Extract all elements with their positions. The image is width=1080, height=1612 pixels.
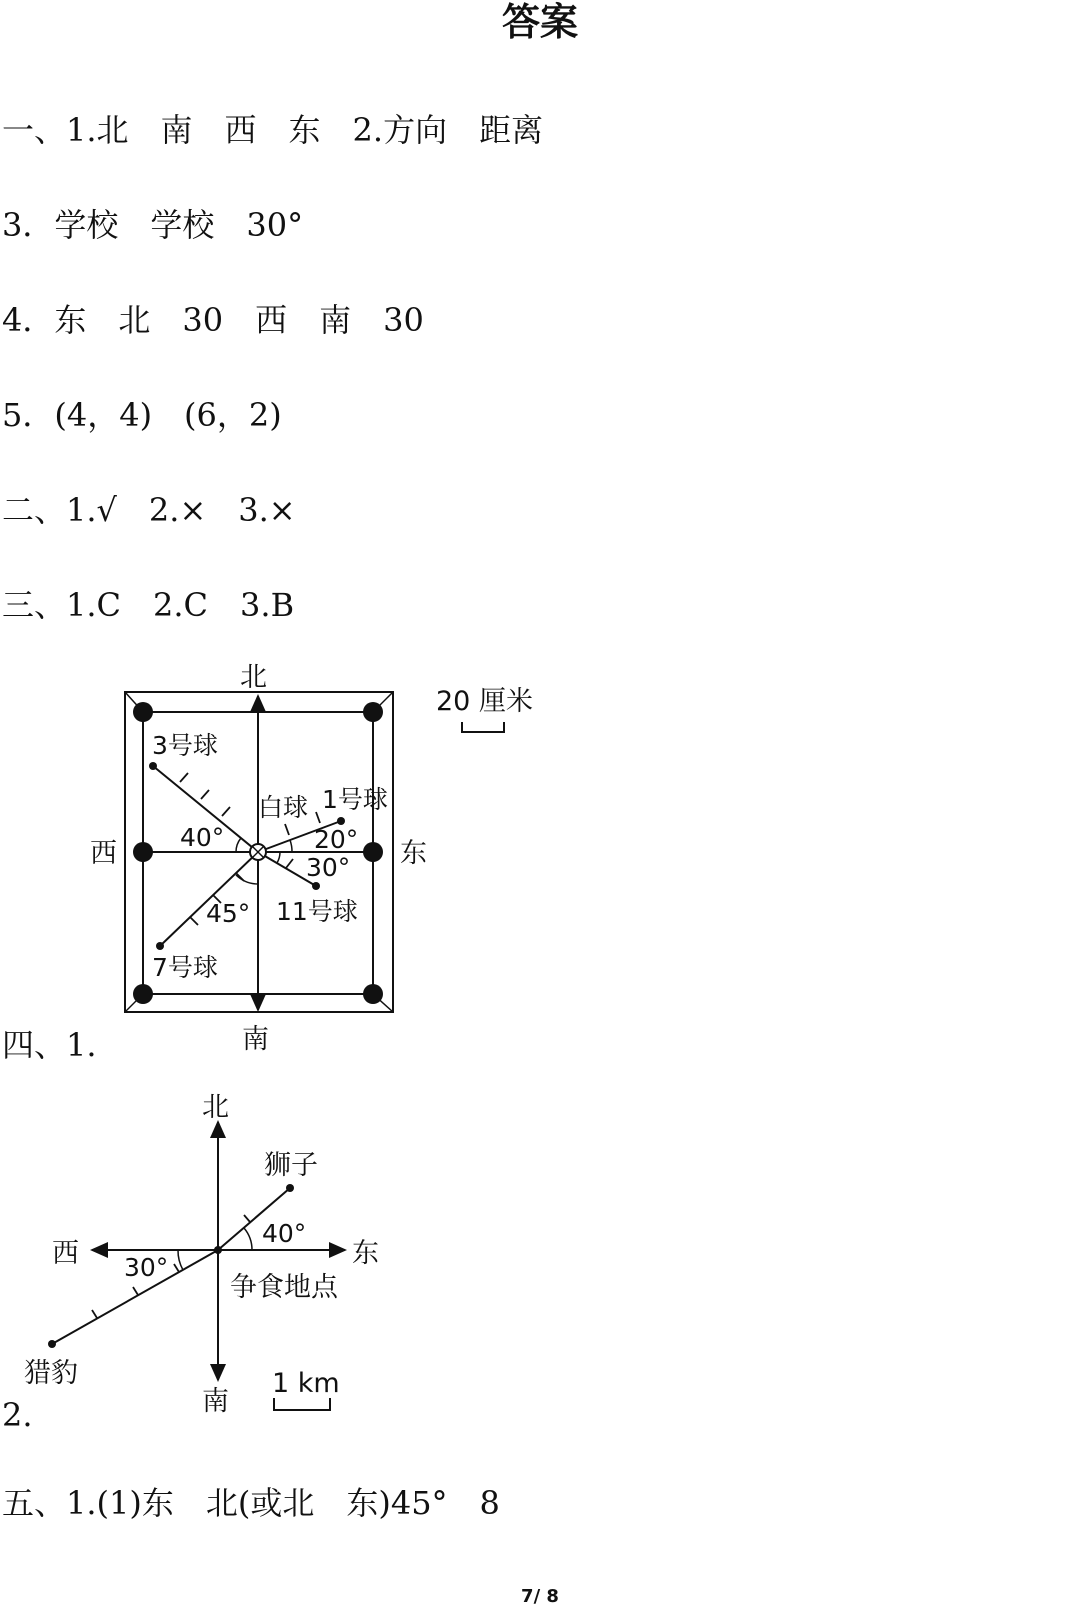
page-number: 7/ 8: [521, 1586, 559, 1607]
answer-line-section3: 三、1.C 2.C 3.B: [2, 586, 295, 624]
west-label: 西: [52, 1238, 79, 1269]
angle-30-label: 30°: [124, 1253, 169, 1282]
cheetah-label: 猎豹: [24, 1358, 78, 1389]
scale-label: 1 km: [272, 1368, 340, 1399]
scale-label: 20 厘米: [436, 686, 533, 717]
pocket: [133, 842, 153, 862]
south-label: 南: [242, 1024, 269, 1055]
ball7-label: 7号球: [152, 953, 218, 982]
pocket: [133, 984, 153, 1004]
answer-line-1: 一、1.北 南 西 东 2.方向 距离: [2, 111, 544, 149]
answer-line-section4-1: 四、1.: [2, 1026, 97, 1064]
pocket: [363, 702, 383, 722]
white-ball-label: 白球: [258, 793, 309, 822]
north-label: 北: [202, 1092, 229, 1123]
north-label: 北: [240, 662, 267, 693]
east-label: 东: [400, 838, 427, 869]
angle-45-label: 45°: [206, 899, 251, 928]
ball1-label: 1号球: [322, 785, 388, 814]
billiard-table-diagram: [0, 650, 600, 1070]
pocket: [363, 984, 383, 1004]
answer-line-section2: 二、1.√ 2.× 3.×: [2, 491, 296, 529]
answer-line-5: 5．(4，4) (6，2): [2, 396, 282, 434]
angle-30-label: 30°: [306, 853, 351, 882]
pocket: [133, 702, 153, 722]
feeding-point-label: 争食地点: [230, 1272, 338, 1303]
answer-line-section5: 五、1.(1)东 北(或北 东)45° 8: [2, 1484, 500, 1522]
angle-40-label: 40°: [180, 823, 225, 852]
answer-line-3: 3．学校 学校 30°: [2, 206, 304, 244]
ball11-label: 11号球: [276, 897, 358, 926]
answer-line-4: 4．东 北 30 西 南 30: [2, 301, 424, 339]
compass-diagram: [0, 1080, 460, 1420]
scale-bar: [274, 1398, 330, 1410]
pocket: [363, 842, 383, 862]
lion-label: 狮子: [264, 1150, 318, 1181]
angle-40-label: 40°: [262, 1219, 307, 1248]
angle-20-label: 20°: [314, 825, 359, 854]
west-label: 西: [90, 838, 117, 869]
scale-bar: [462, 722, 504, 732]
south-label: 南: [202, 1386, 229, 1417]
ball3-label: 3号球: [152, 731, 218, 760]
page-title: 答案: [501, 0, 578, 44]
east-label: 东: [352, 1238, 379, 1269]
answer-line-section4-2: 2.: [2, 1396, 33, 1434]
